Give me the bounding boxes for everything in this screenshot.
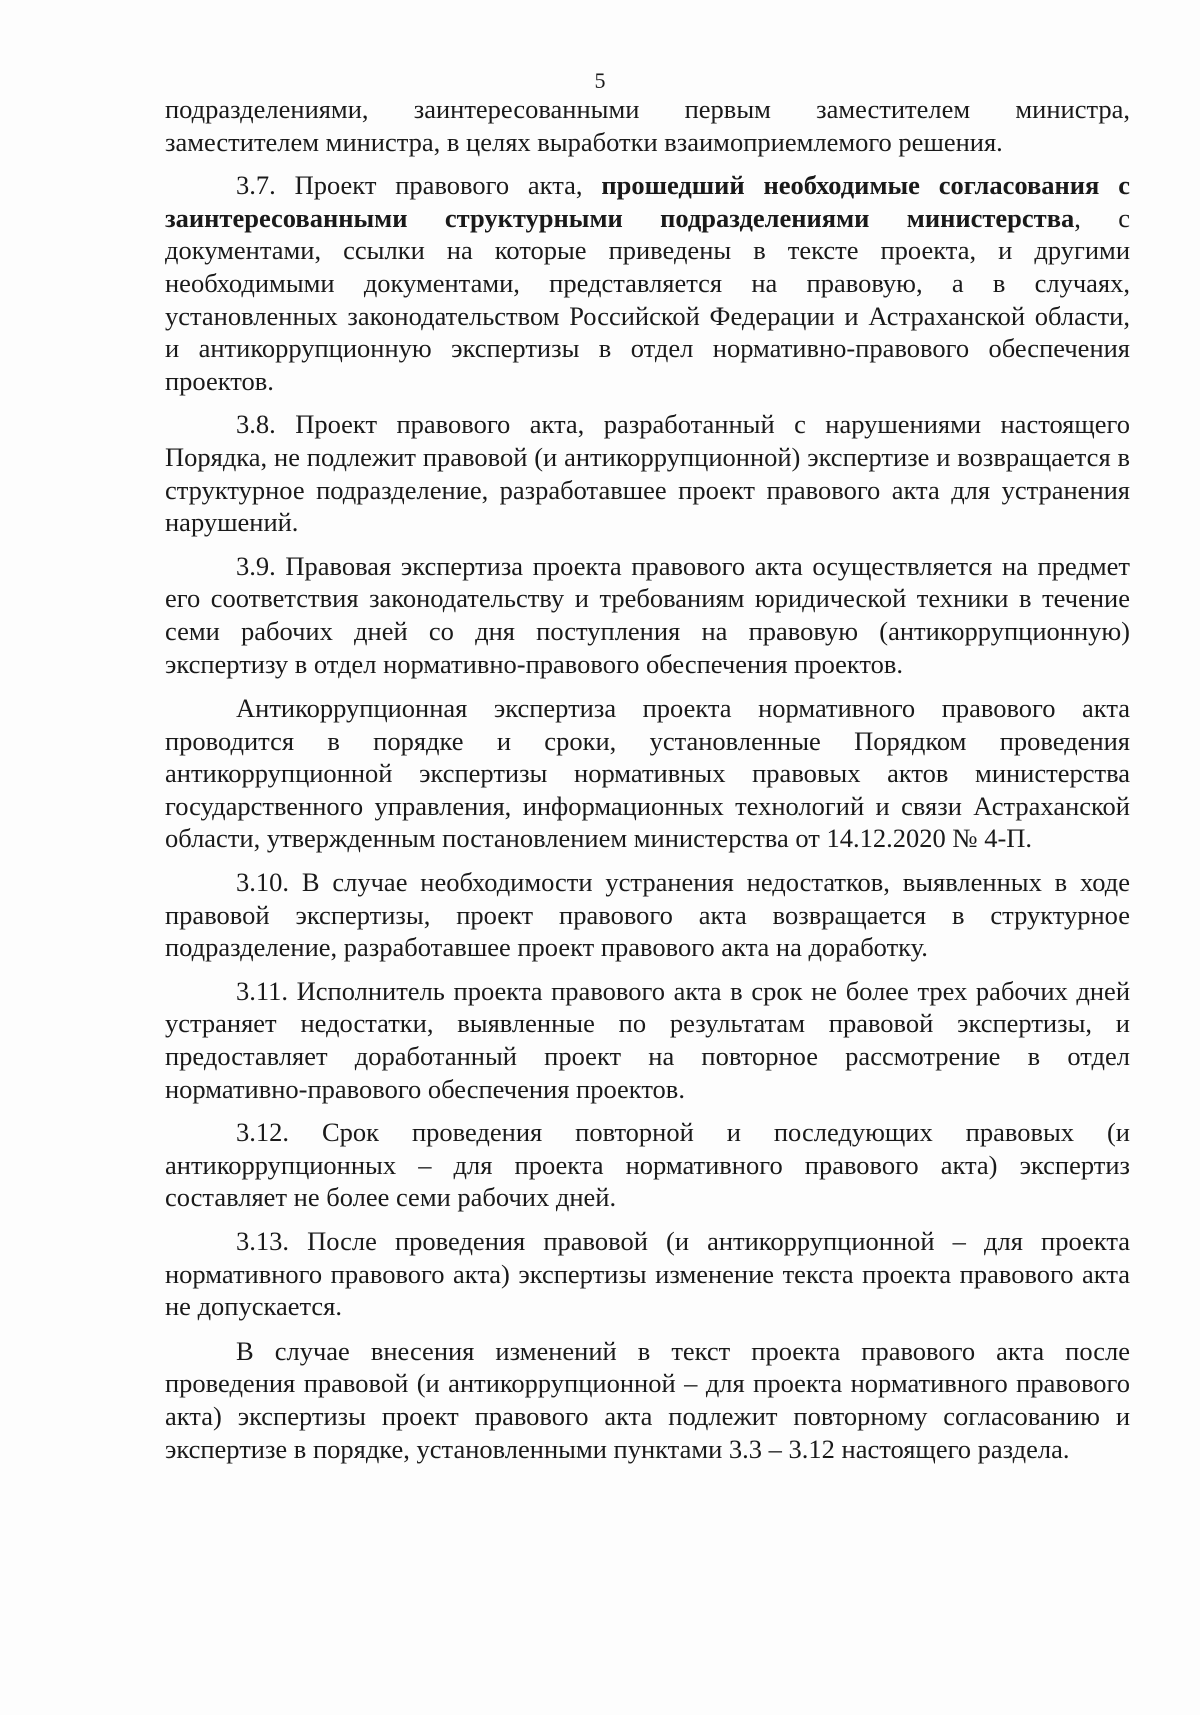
page-number: 5 xyxy=(594,68,606,93)
paragraph-3-7-end: , с документами, ссылки на которые приведены в тексте проекта, и другими необходимыми документами, представляется на правовую, а в случаях, установленных законодательством Российской Федерации и Астраханской области, и антикоррупционную экспертизы в отдел нормативно-правового обеспечения проектов. xyxy=(165,202,1130,396)
paragraph-changes: В случае внесения изменений в текст проекта правового акта после проведения правовой (и антикоррупционной – для проекта нормативного правового акта) экспертизы проект правового акта подлежит повторному согласованию и экспертизе в порядке, установленными пунктами 3.3 – 3.12 настоящего раздела. xyxy=(165,1335,1130,1464)
paragraph-3-7-bold: прошедший необходимые согласования с заинтересованными структурными подразделениями министерства xyxy=(165,170,1130,233)
paragraph-continuation: подразделениями, заинтересованными первым заместителем министра, заместителем министра, в целях выработки взаимоприемлемого решения. xyxy=(165,94,1130,157)
paragraph-3-10: 3.10. В случае необходимости устранения недостатков, выявленных в ходе правовой экспертизы, проект правового акта возвращается в структурное подразделение, разработавшее проект правового акта на доработку. xyxy=(165,867,1130,963)
paragraph-3-11: 3.11. Исполнитель проекта правового акта в срок не более трех рабочих дней устраняет недостатки, выявленные по результатам правовой экспертизы, и предоставляет доработанный проект на повторное рассмотрение в отдел нормативно-правового обеспечения проектов. xyxy=(165,975,1130,1104)
paragraph-3-9: 3.9. Правовая экспертиза проекта правового акта осуществляется на предмет его соответствия законодательству и требованиям юридической техники в течение семи рабочих дней со дня поступления на правовую (антикоррупционную) экспертизу в отдел нормативно-правового обеспечения проектов. xyxy=(165,550,1130,679)
paragraph-3-7-start: 3.7. Проект правового акта, xyxy=(236,170,602,201)
paragraph-3-12: 3.12. Срок проведения повторной и последующих правовых (и антикоррупционных – для проекта нормативного правового акта) экспертиз составляет не более семи рабочих дней. xyxy=(165,1117,1130,1213)
paragraph-3-8: 3.8. Проект правового акта, разработанный с нарушениями настоящего Порядка, не подлежит правовой (и антикоррупционной) экспертизе и возвращается в структурное подразделение, разработавшее проект правового акта для устранения нарушений. xyxy=(165,409,1130,538)
paragraph-anticorruption: Антикоррупционная экспертиза проекта нормативного правового акта проводится в порядке и сроки, установленные Порядком проведения антикоррупционной экспертизы нормативных правовых актов министерства государственного управления, информационных технологий и связи Астраханской области, утвержденным постановлением министерства от 14.12.2020 № 4-П. xyxy=(165,693,1130,854)
paragraph-3-7 xyxy=(165,169,1130,397)
paragraph-3-13: 3.13. После проведения правовой (и антикоррупционной – для проекта нормативного правового акта) экспертизы изменение текста проекта правового акта не допускается. xyxy=(165,1226,1130,1322)
document-body xyxy=(165,93,1130,1465)
